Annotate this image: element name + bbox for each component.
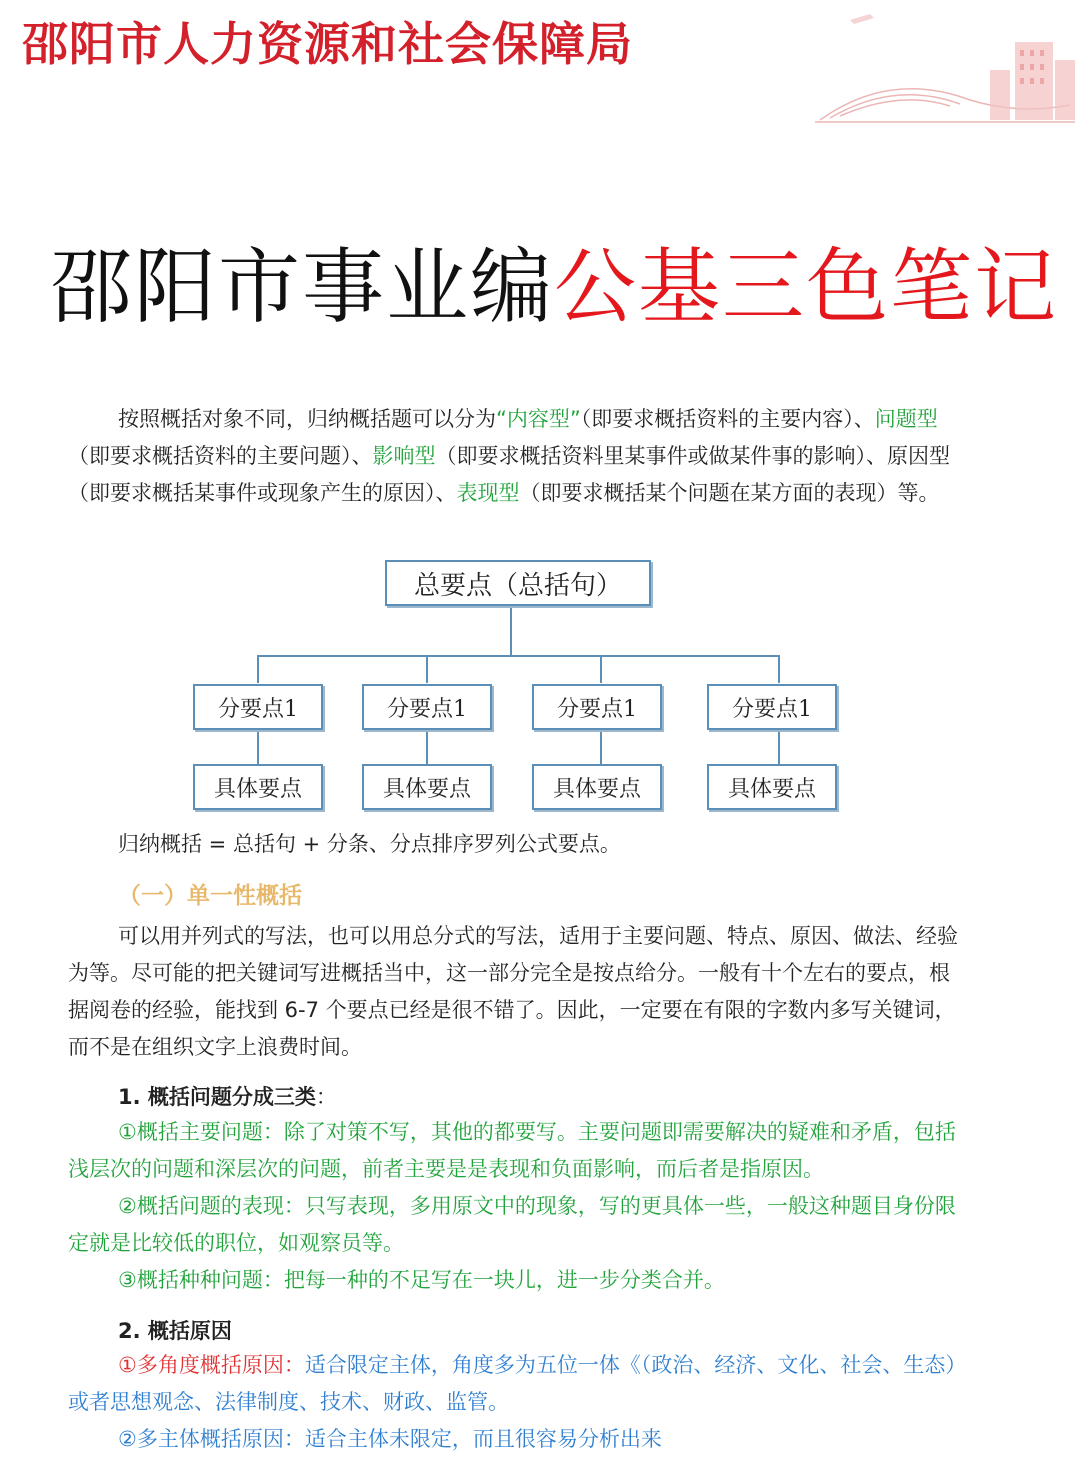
cause-item-multi-angle-label: ①多角度概括原因：	[118, 1353, 305, 1377]
main-title	[50, 222, 1058, 339]
diagram-detail-point: 具体要点	[362, 764, 492, 810]
cause-item-multi-angle-text: 适合限定主体，角度多为五位一体《（政治、经济、文化、社会、生态）或者思想观念、法律制度、技术、财政、监管。	[68, 1353, 967, 1414]
diagram-detail-point: 具体要点	[707, 764, 837, 810]
city-skyline-illustration	[810, 0, 1080, 130]
diagram-sub-point: 分要点1	[707, 684, 837, 730]
intro-paragraph	[68, 401, 968, 512]
diagram-connector	[257, 728, 259, 764]
diagram-connector	[510, 604, 512, 656]
diagram-detail-point: 具体要点	[532, 764, 662, 810]
sub-title-colon: ：	[315, 1085, 337, 1109]
diagram-connector	[600, 728, 602, 764]
summary-structure-diagram	[190, 558, 840, 813]
impact-type-highlight: 影响型	[372, 444, 436, 468]
problem-item-various: ③概括种种问题：把每一种的不足写在一块儿，进一步分类合并。	[118, 1268, 725, 1292]
diagram-connector	[778, 728, 780, 764]
main-title-red: 公基三色笔记	[554, 240, 1059, 335]
intro-text-4: （即要求概括资料里某事件或做某件事的影响）、原因型（即要求概括某事件或现象产生的原因）、	[68, 444, 950, 505]
problem-item-manifestation: ②概括问题的表现：只写表现，多用原文中的现象，写的更具体一些，一般这种题目身份限定就是比较低的职位，如观察员等。	[68, 1194, 956, 1255]
intro-text-1: 按照概括对象不同，归纳概括题可以分为	[118, 407, 496, 431]
diagram-connector	[426, 655, 428, 683]
sub-title-causes: 2. 概括原因	[118, 1319, 232, 1343]
diagram-connector	[257, 655, 259, 683]
diagram-detail-point: 具体要点	[193, 764, 323, 810]
diagram-connector	[257, 655, 780, 657]
diagram-main-point: 总要点（总括句）	[385, 560, 651, 606]
problem-type-highlight: 问题型	[874, 407, 938, 431]
diagram-connector	[600, 655, 602, 683]
sub-title-problem-types-text: 1. 概括问题分成三类	[118, 1085, 316, 1109]
intro-text-3: （即要求概括资料的主要问题）、	[68, 444, 373, 468]
intro-text-2: （即要求概括资料的主要内容）、	[580, 407, 875, 431]
sub-title-problem-types	[118, 1081, 337, 1111]
cause-item-multi-subject: ②多主体概括原因：适合主体未限定，而且很容易分析出来	[118, 1427, 662, 1451]
header-title: 邵阳市人力资源和社会保障局	[22, 17, 633, 71]
content-type-highlight: “内容型”	[496, 407, 581, 431]
intro-text-5: （即要求概括某个问题在某方面的表现）等。	[519, 481, 940, 505]
diagram-sub-point: 分要点1	[532, 684, 662, 730]
diagram-sub-point: 分要点1	[193, 684, 323, 730]
problem-item-main: ①概括主要问题：除了对策不写，其他的都要写。主要问题即需要解决的疑难和矛盾，包括浅层次的问题和深层次的问题，前者主要是是表现和负面影响，而后者是指原因。	[68, 1120, 956, 1181]
diagram-connector	[426, 728, 428, 764]
section1-body: 可以用并列式的写法，也可以用总分式的写法，适用于主要问题、特点、原因、做法、经验为等。尽可能的把关键词写进概括当中，这一部分完全是按点给分。一般有十个左右的要点，根据阅卷的经验，能找到 6-7 个要点已经是很不错了。因此，一定要在有限的字数内多写关键词，而不是在组织文字上浪费时间。	[68, 924, 958, 1059]
diagram-sub-point: 分要点1	[362, 684, 492, 730]
formula-text: 归纳概括 = 总括句 + 分条、分点排序罗列公式要点。	[118, 832, 621, 856]
manifestation-type-highlight: 表现型	[456, 481, 520, 505]
main-title-black: 邵阳市事业编	[50, 240, 555, 335]
diagram-connector	[778, 655, 780, 683]
section-title-single-summary: （一）单一性概括	[118, 883, 302, 909]
cause-item-multi-angle	[68, 1347, 968, 1421]
